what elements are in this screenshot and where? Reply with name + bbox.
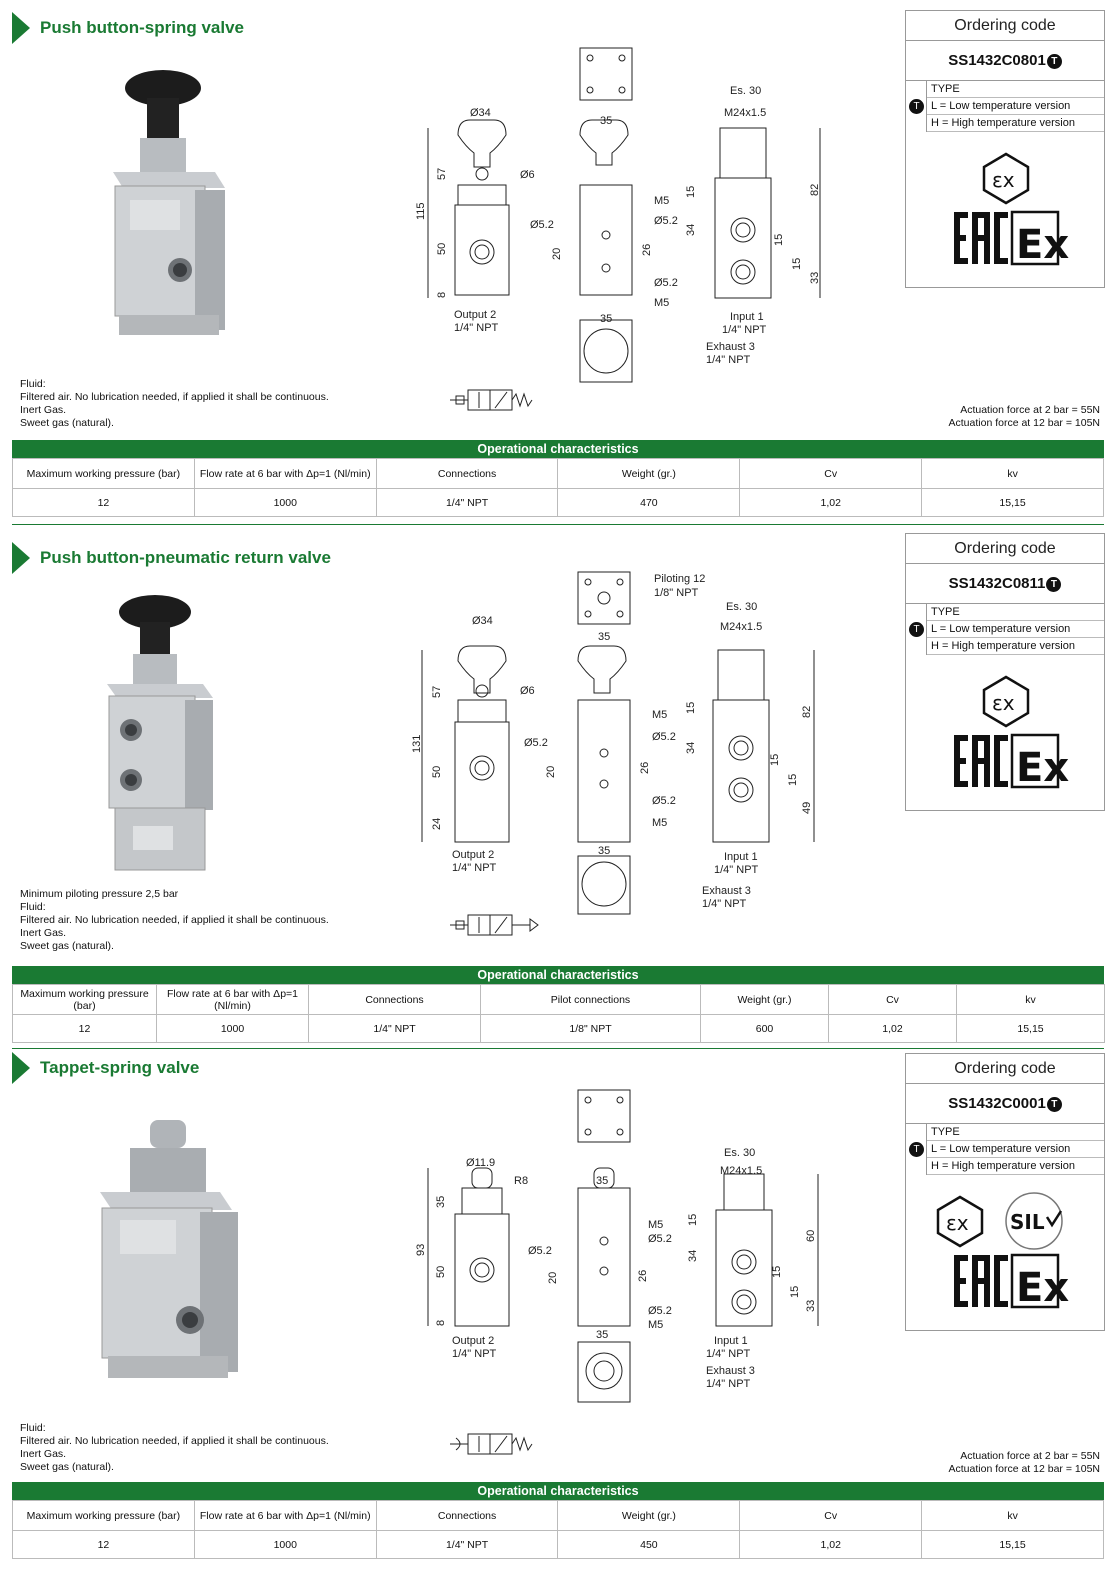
svg-text:Output 2: Output 2	[452, 849, 495, 861]
t-badge-icon: T	[1047, 1097, 1062, 1112]
actuation-force: Actuation force at 2 bar = 55N Actuation force at 12 bar = 105N	[948, 404, 1100, 429]
t-badge-icon: T	[909, 622, 924, 637]
table-row: 12 1000 1/4" NPT 1/8" NPT 600 1,02 15,15	[13, 1015, 1105, 1043]
svg-text:1/4" NPT: 1/4" NPT	[702, 898, 747, 910]
type-options: T TYPE L = Low temperature version H = High temperature version	[926, 604, 1104, 655]
operational-table	[12, 1500, 1104, 1559]
svg-text:26: 26	[639, 761, 651, 774]
svg-text:Exhaust 3: Exhaust 3	[702, 885, 751, 897]
product-section-push-button-pneumatic	[0, 530, 1115, 1060]
svg-text:Output 2: Output 2	[452, 1335, 495, 1347]
svg-text:34: 34	[685, 223, 697, 236]
t-badge-icon: T	[909, 99, 924, 114]
type-options: T TYPE L = Low temperature version H = High temperature version	[926, 1124, 1104, 1175]
ordering-code-box	[905, 10, 1105, 288]
svg-text:15: 15	[769, 753, 781, 766]
svg-text:Ex: Ex	[1016, 222, 1070, 268]
svg-text:33: 33	[805, 1299, 817, 1312]
svg-text:35: 35	[600, 313, 613, 325]
svg-text:Ø5.2: Ø5.2	[648, 1233, 672, 1245]
svg-text:20: 20	[547, 1271, 559, 1284]
svg-text:131: 131	[411, 734, 423, 753]
ordering-code-heading: Ordering code	[906, 534, 1104, 564]
valve-symbol	[440, 1424, 560, 1474]
svg-text:8: 8	[436, 291, 448, 298]
svg-text:M5: M5	[648, 1219, 664, 1231]
table-header-row: Maximum working pressure (bar) Flow rate at 6 bar with Δp=1 (Nl/min) Connections Weight (gr.) Cv kv	[13, 459, 1104, 489]
svg-text:34: 34	[685, 741, 697, 754]
svg-text:20: 20	[551, 247, 563, 260]
svg-text:M5: M5	[652, 817, 668, 829]
svg-text:Output 2: Output 2	[454, 309, 497, 321]
svg-text:15: 15	[685, 701, 697, 714]
product-section-push-button-spring	[0, 0, 1115, 530]
section-title: Tappet-spring valve	[12, 1052, 199, 1084]
svg-text:M5: M5	[648, 1319, 664, 1331]
type-options: T TYPE L = Low temperature version H = High temperature version	[926, 81, 1104, 132]
technical-drawing	[410, 40, 860, 400]
dim-d34: Ø34	[470, 107, 491, 119]
ordering-code-heading: Ordering code	[906, 11, 1104, 41]
svg-text:93: 93	[415, 1243, 427, 1256]
svg-text:60: 60	[805, 1229, 817, 1242]
svg-text:Ex: Ex	[1016, 745, 1070, 791]
certification-logos	[906, 1175, 1104, 1325]
t-badge-icon: T	[909, 1142, 924, 1157]
svg-text:Piloting 12: Piloting 12	[654, 573, 706, 585]
svg-text:Es. 30: Es. 30	[724, 1147, 756, 1159]
svg-text:SIL: SIL	[1010, 1210, 1045, 1234]
certification-logos	[906, 132, 1104, 282]
triangle-arrow-icon	[12, 1052, 30, 1084]
svg-text:Input 1: Input 1	[730, 311, 764, 323]
table-row: 12 1000 1/4" NPT 470 1,02 15,15	[13, 489, 1104, 517]
technical-drawing	[410, 568, 860, 928]
svg-text:49: 49	[801, 801, 813, 814]
svg-text:M24x1.5: M24x1.5	[720, 621, 763, 633]
svg-text:1/4" NPT: 1/4" NPT	[706, 1348, 751, 1360]
svg-text:15: 15	[787, 773, 799, 786]
triangle-arrow-icon	[12, 542, 30, 574]
certification-logos	[906, 655, 1104, 805]
valve-photo	[90, 1110, 260, 1410]
svg-text:Ø5.2: Ø5.2	[654, 215, 678, 227]
svg-text:1/4" NPT: 1/4" NPT	[452, 1348, 497, 1360]
svg-text:Ø5.2: Ø5.2	[528, 1245, 552, 1257]
svg-text:εx: εx	[946, 1211, 969, 1235]
sil-certification-icon	[1006, 1193, 1062, 1249]
operational-table	[12, 984, 1105, 1043]
fluid-notes: Fluid: Filtered air. No lubrication needed, if applied it shall be continuous. Inert Gas. Sweet gas (natural).	[20, 1422, 329, 1473]
svg-text:50: 50	[431, 765, 443, 778]
svg-text:15: 15	[771, 1265, 783, 1278]
ex-atex-icon	[984, 677, 1028, 726]
svg-text:35: 35	[600, 115, 613, 127]
valve-symbol	[440, 380, 560, 430]
svg-text:Ø5.2: Ø5.2	[652, 795, 676, 807]
ordering-code-value: SS1432C0001 T	[906, 1084, 1104, 1124]
svg-text:26: 26	[637, 1269, 649, 1282]
ex-atex-icon	[984, 154, 1028, 203]
svg-text:1/8" NPT: 1/8" NPT	[654, 587, 699, 599]
svg-text:Ø34: Ø34	[472, 615, 493, 627]
t-badge-icon: T	[1046, 577, 1061, 592]
svg-text:1/4" NPT: 1/4" NPT	[722, 324, 767, 336]
svg-text:Ø5.2: Ø5.2	[652, 731, 676, 743]
section-title: Push button-spring valve	[12, 12, 244, 44]
svg-text:Es. 30: Es. 30	[726, 601, 758, 613]
svg-text:33: 33	[809, 271, 821, 284]
svg-text:M5: M5	[654, 297, 670, 309]
svg-text:26: 26	[641, 243, 653, 256]
product-section-tappet-spring	[0, 1060, 1115, 1594]
svg-text:M5: M5	[652, 709, 668, 721]
svg-text:35: 35	[435, 1195, 447, 1208]
svg-text:R8: R8	[514, 1175, 529, 1187]
operational-characteristics-heading: Operational characteristics	[12, 440, 1104, 458]
operational-characteristics-heading: Operational characteristics	[12, 1482, 1104, 1500]
svg-text:35: 35	[598, 631, 611, 643]
svg-text:1/4" NPT: 1/4" NPT	[452, 862, 497, 874]
svg-text:82: 82	[809, 183, 821, 196]
dim-d6: Ø6	[520, 169, 535, 181]
ordering-code-value: SS1432C0811 T	[906, 564, 1104, 604]
svg-text:Es. 30: Es. 30	[730, 85, 762, 97]
table-header-row: Maximum working pressure (bar) Flow rate at 6 bar with Δp=1 (Nl/min) Connections Pilot connections Weight (gr.) Cv kv	[13, 985, 1105, 1015]
section-title: Push button-pneumatic return valve	[12, 542, 331, 574]
svg-text:20: 20	[545, 765, 557, 778]
svg-text:1/4" NPT: 1/4" NPT	[454, 322, 499, 334]
technical-drawing	[410, 1086, 860, 1446]
svg-text:8: 8	[435, 1319, 447, 1326]
svg-text:1/4" NPT: 1/4" NPT	[706, 354, 751, 366]
divider	[12, 1048, 1104, 1049]
svg-text:M24x1.5: M24x1.5	[720, 1165, 763, 1177]
svg-text:34: 34	[687, 1249, 699, 1262]
valve-symbol	[440, 905, 560, 955]
svg-text:Ex: Ex	[1016, 1265, 1070, 1311]
svg-text:εx: εx	[992, 691, 1015, 715]
svg-text:1/4" NPT: 1/4" NPT	[714, 864, 759, 876]
divider	[12, 524, 1104, 525]
svg-text:82: 82	[801, 705, 813, 718]
svg-text:50: 50	[436, 242, 448, 255]
ex-atex-icon	[938, 1197, 982, 1246]
operational-characteristics-heading: Operational characteristics	[12, 966, 1104, 984]
actuation-force: Actuation force at 2 bar = 55N Actuation force at 12 bar = 105N	[948, 1450, 1100, 1475]
svg-text:εx: εx	[992, 168, 1015, 192]
ordering-code-value: SS1432C0801 T	[906, 41, 1104, 81]
svg-text:Exhaust 3: Exhaust 3	[706, 341, 755, 353]
table-row: 12 1000 1/4" NPT 450 1,02 15,15	[13, 1531, 1104, 1559]
triangle-arrow-icon	[12, 12, 30, 44]
svg-text:35: 35	[596, 1329, 609, 1341]
svg-text:57: 57	[436, 167, 448, 180]
ordering-code-box	[905, 1053, 1105, 1331]
svg-text:M24x1.5: M24x1.5	[724, 107, 767, 119]
svg-text:15: 15	[791, 257, 803, 270]
svg-text:1/4" NPT: 1/4" NPT	[706, 1378, 751, 1390]
svg-text:57: 57	[431, 685, 443, 698]
valve-photo	[85, 590, 255, 890]
svg-text:Exhaust 3: Exhaust 3	[706, 1365, 755, 1377]
ordering-code-heading: Ordering code	[906, 1054, 1104, 1084]
svg-text:15: 15	[789, 1285, 801, 1298]
svg-text:Input 1: Input 1	[714, 1335, 748, 1347]
table-header-row: Maximum working pressure (bar) Flow rate at 6 bar with Δp=1 (Nl/min) Connections Weight (gr.) Cv kv	[13, 1501, 1104, 1531]
svg-text:50: 50	[435, 1265, 447, 1278]
svg-text:M5: M5	[654, 195, 670, 207]
fluid-notes: Fluid: Filtered air. No lubrication needed, if applied it shall be continuous. Inert Gas. Sweet gas (natural).	[20, 378, 329, 429]
svg-text:Input 1: Input 1	[724, 851, 758, 863]
svg-text:115: 115	[415, 202, 427, 220]
svg-text:35: 35	[598, 845, 611, 857]
svg-text:15: 15	[685, 185, 697, 198]
eac-ex-mark-icon	[954, 1255, 1069, 1311]
svg-text:Ø5.2: Ø5.2	[524, 737, 548, 749]
valve-photo	[85, 60, 255, 360]
svg-text:24: 24	[431, 817, 443, 830]
operational-table	[12, 458, 1104, 517]
svg-text:15: 15	[773, 233, 785, 246]
svg-text:Ø5.2: Ø5.2	[648, 1305, 672, 1317]
svg-text:Ø6: Ø6	[520, 685, 535, 697]
svg-text:Ø11.9: Ø11.9	[466, 1157, 496, 1169]
svg-text:15: 15	[687, 1213, 699, 1226]
fluid-notes: Minimum piloting pressure 2,5 bar Fluid: Filtered air. No lubrication needed, if applied it shall be continuous. Inert Gas. Sweet gas (natural).	[20, 888, 329, 952]
ordering-code-box	[905, 533, 1105, 811]
svg-text:Ø5.2: Ø5.2	[530, 219, 554, 231]
svg-text:Ø5.2: Ø5.2	[654, 277, 678, 289]
svg-text:35: 35	[596, 1175, 609, 1187]
eac-ex-mark-icon	[954, 735, 1069, 791]
t-badge-icon: T	[1047, 54, 1062, 69]
eac-ex-mark-icon	[954, 212, 1069, 268]
